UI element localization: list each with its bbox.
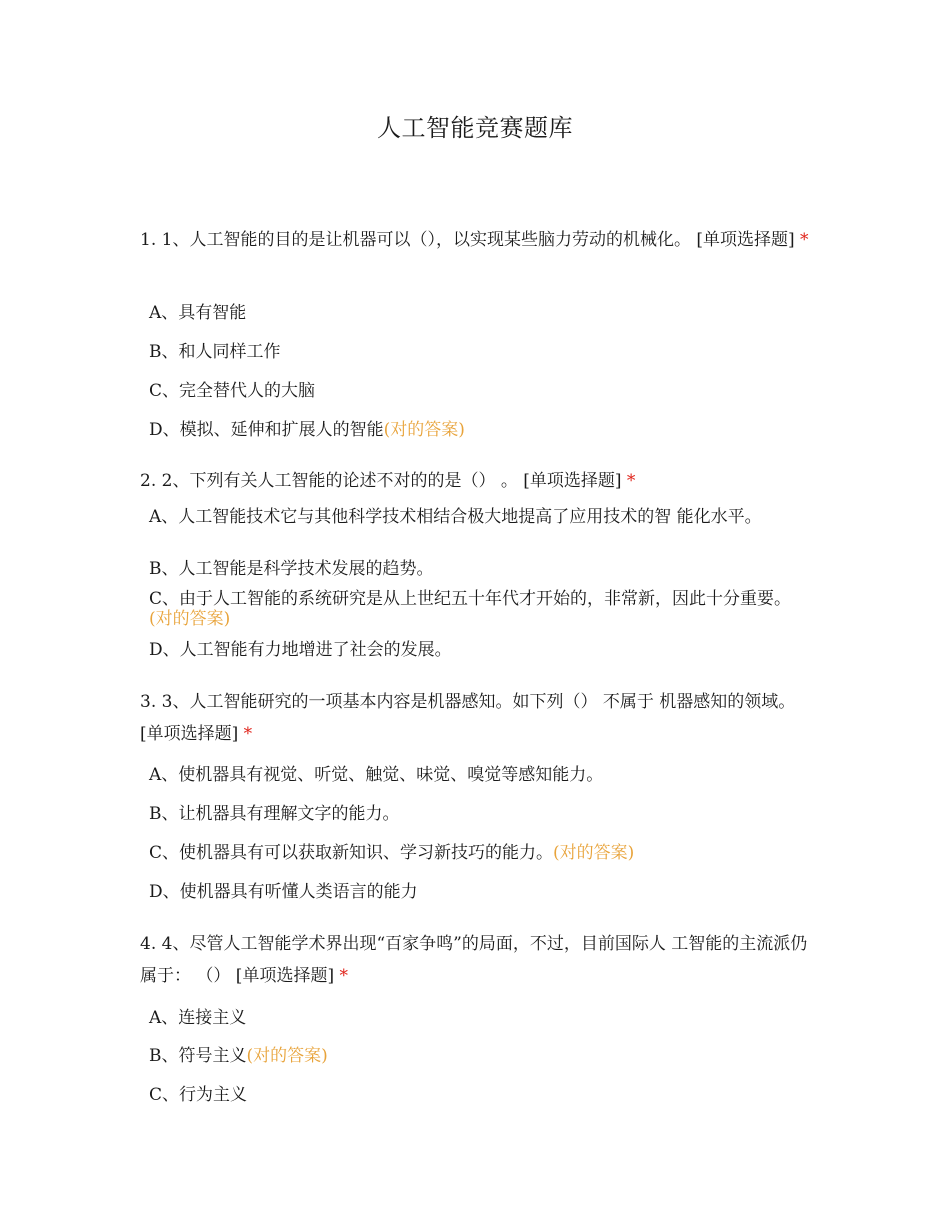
required-star: * xyxy=(339,966,348,986)
question-text: 1. 1、人工智能的目的是让机器可以（），以实现某些脑力劳动的机械化。 [单项选择题] xyxy=(140,230,795,250)
question-text: 4. 4、尽管人工智能学术界出现“百家争鸣”的局面，不过，目前国际人 工智能的主流派仍属于： （） [单项选择题] xyxy=(140,934,808,986)
q1-option-a: A、具有智能 xyxy=(149,303,247,323)
q4-option-a: A、连接主义 xyxy=(149,1008,247,1028)
q2-option-a: A、人工智能技术它与其他科学技术相结合极大地提高了应用技术的智 能化水平。 xyxy=(149,507,762,527)
question-text: 2. 2、下列有关人工智能的论述不对的的是（） 。 [单项选择题] xyxy=(140,471,622,491)
correct-answer-mark: (对的答案) xyxy=(149,609,231,629)
correct-answer-mark: (对的答案) xyxy=(553,843,635,863)
q4-option-b: B、符号主义(对的答案) xyxy=(149,1046,328,1066)
q2-option-c: C、由于人工智能的系统研究是从上世纪五十年代才开始的，非常新，因此十分重要。(对的答案) xyxy=(149,589,792,629)
q1-option-d: D、模拟、延伸和扩展人的智能(对的答案) xyxy=(149,420,465,440)
q1-option-b: B、和人同样工作 xyxy=(149,342,281,362)
required-star: * xyxy=(800,230,809,250)
q2-option-b: B、人工智能是科学技术发展的趋势。 xyxy=(149,559,434,579)
q3-option-c: C、使机器具有可以获取新知识、学习新技巧的能力。(对的答案) xyxy=(149,843,635,863)
question-2 xyxy=(140,465,812,497)
correct-answer-mark: (对的答案) xyxy=(383,420,465,440)
q1-option-c: C、完全替代人的大脑 xyxy=(149,381,316,401)
required-star: * xyxy=(626,471,636,491)
question-1 xyxy=(140,224,812,256)
q3-option-a: A、使机器具有视觉、听觉、触觉、味觉、嗅觉等感知能力。 xyxy=(149,765,604,785)
question-3 xyxy=(140,686,812,750)
q3-option-d: D、使机器具有听懂人类语言的能力 xyxy=(149,882,418,902)
q2-option-d: D、人工智能有力地增进了社会的发展。 xyxy=(149,640,452,660)
q3-option-b: B、让机器具有理解文字的能力。 xyxy=(149,804,400,824)
q4-option-c: C、行为主义 xyxy=(149,1085,248,1105)
question-text: 3. 3、人工智能研究的一项基本内容是机器感知。如下列（） 不属于 机器感知的领域。 [单项选择题] xyxy=(140,692,796,744)
required-star: * xyxy=(243,724,253,744)
question-4 xyxy=(140,928,812,992)
correct-answer-mark: (对的答案) xyxy=(246,1046,328,1066)
document-title: 人工智能竞赛题库 xyxy=(377,114,573,142)
